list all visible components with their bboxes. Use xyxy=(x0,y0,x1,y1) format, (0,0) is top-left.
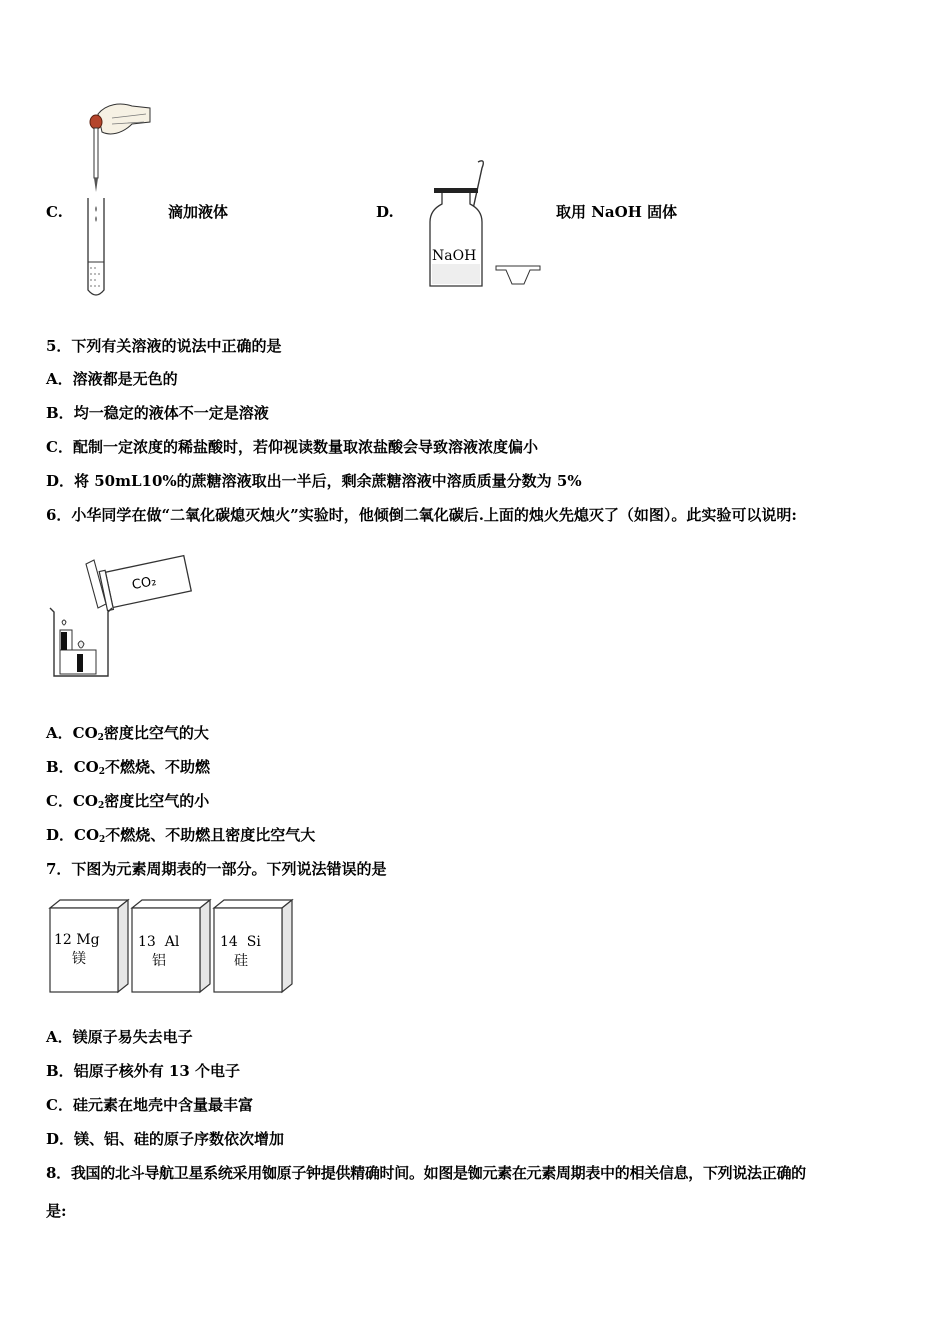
element-name: 铝 xyxy=(152,953,166,969)
element-number: 13 xyxy=(138,934,156,950)
q5-stem: 5．下列有关溶液的说法中正确的是 xyxy=(46,337,282,355)
option-c-label: 滴加液体 xyxy=(168,203,229,221)
q8-stem-line1: 8．我国的北斗导航卫星系统采用铷原子钟提供精确时间。如图是铷元素在元素周期表中的相关信息，下列说法正确的 xyxy=(46,1164,806,1182)
option-d-label: 取用 NaOH 固体 xyxy=(556,203,678,221)
q6-option-c: C．$CO_2$密度比空气的小 xyxy=(46,792,210,811)
q7-option-a: A．镁原子易失去电子 xyxy=(46,1028,193,1046)
element-cell-mg xyxy=(54,932,118,968)
element-symbol: Al xyxy=(164,934,180,950)
q5-option-a: A．溶液都是无色的 xyxy=(46,370,178,388)
co2-candle-figure xyxy=(46,550,196,684)
q7-option-c: C．硅元素在地壳中含量最丰富 xyxy=(46,1096,253,1114)
element-number: 14 xyxy=(220,934,238,950)
naoh-bottle-label: NaOH xyxy=(432,248,477,264)
element-symbol: Mg xyxy=(76,932,100,948)
q8-stem-line2: 是: xyxy=(46,1202,67,1220)
q7-stem: 7．下图为元素周期表的一部分。下列说法错误的是 xyxy=(46,860,387,878)
q6-stem: 6．小华同学在做“二氧化碳熄灭烛火”实验时，他倾倒二氧化碳后.上面的烛火先熄灭了（如图）。此实验可以说明: xyxy=(46,506,797,524)
element-cell-si xyxy=(220,934,284,970)
element-number: 12 xyxy=(54,932,72,948)
element-name: 硅 xyxy=(234,953,248,969)
naoh-bottle-figure xyxy=(420,156,550,292)
q6-option-a: A．$CO_2$密度比空气的大 xyxy=(46,724,209,743)
q5-option-b: B．均一稳定的液体不一定是溶液 xyxy=(46,404,269,422)
q5-option-c: C．配制一定浓度的稀盐酸时，若仰视读数量取浓盐酸会导致溶液浓度偏小 xyxy=(46,438,538,456)
option-c-letter: C. xyxy=(46,203,63,221)
dropper-test-tube-figure xyxy=(72,100,154,302)
q7-option-b: B．铝原子核外有 13 个电子 xyxy=(46,1062,241,1080)
periodic-table-cells xyxy=(48,898,298,996)
q7-option-d: D．镁、铝、硅的原子序数依次增加 xyxy=(46,1130,285,1148)
q5-option-d: D．将 50mL10%的蔗糖溶液取出一半后，剩余蔗糖溶液中溶质质量分数为 5% xyxy=(46,472,582,490)
co2-jar-label: CO₂ xyxy=(130,573,158,594)
element-symbol: Si xyxy=(246,934,261,950)
q6-option-d: D．$CO_2$不燃烧、不助燃且密度比空气大 xyxy=(46,826,316,845)
element-name: 镁 xyxy=(72,951,86,967)
option-d-letter: D. xyxy=(376,203,394,221)
q6-option-b: B．$CO_2$不燃烧、不助燃 xyxy=(46,758,210,777)
element-cell-al xyxy=(138,934,202,970)
